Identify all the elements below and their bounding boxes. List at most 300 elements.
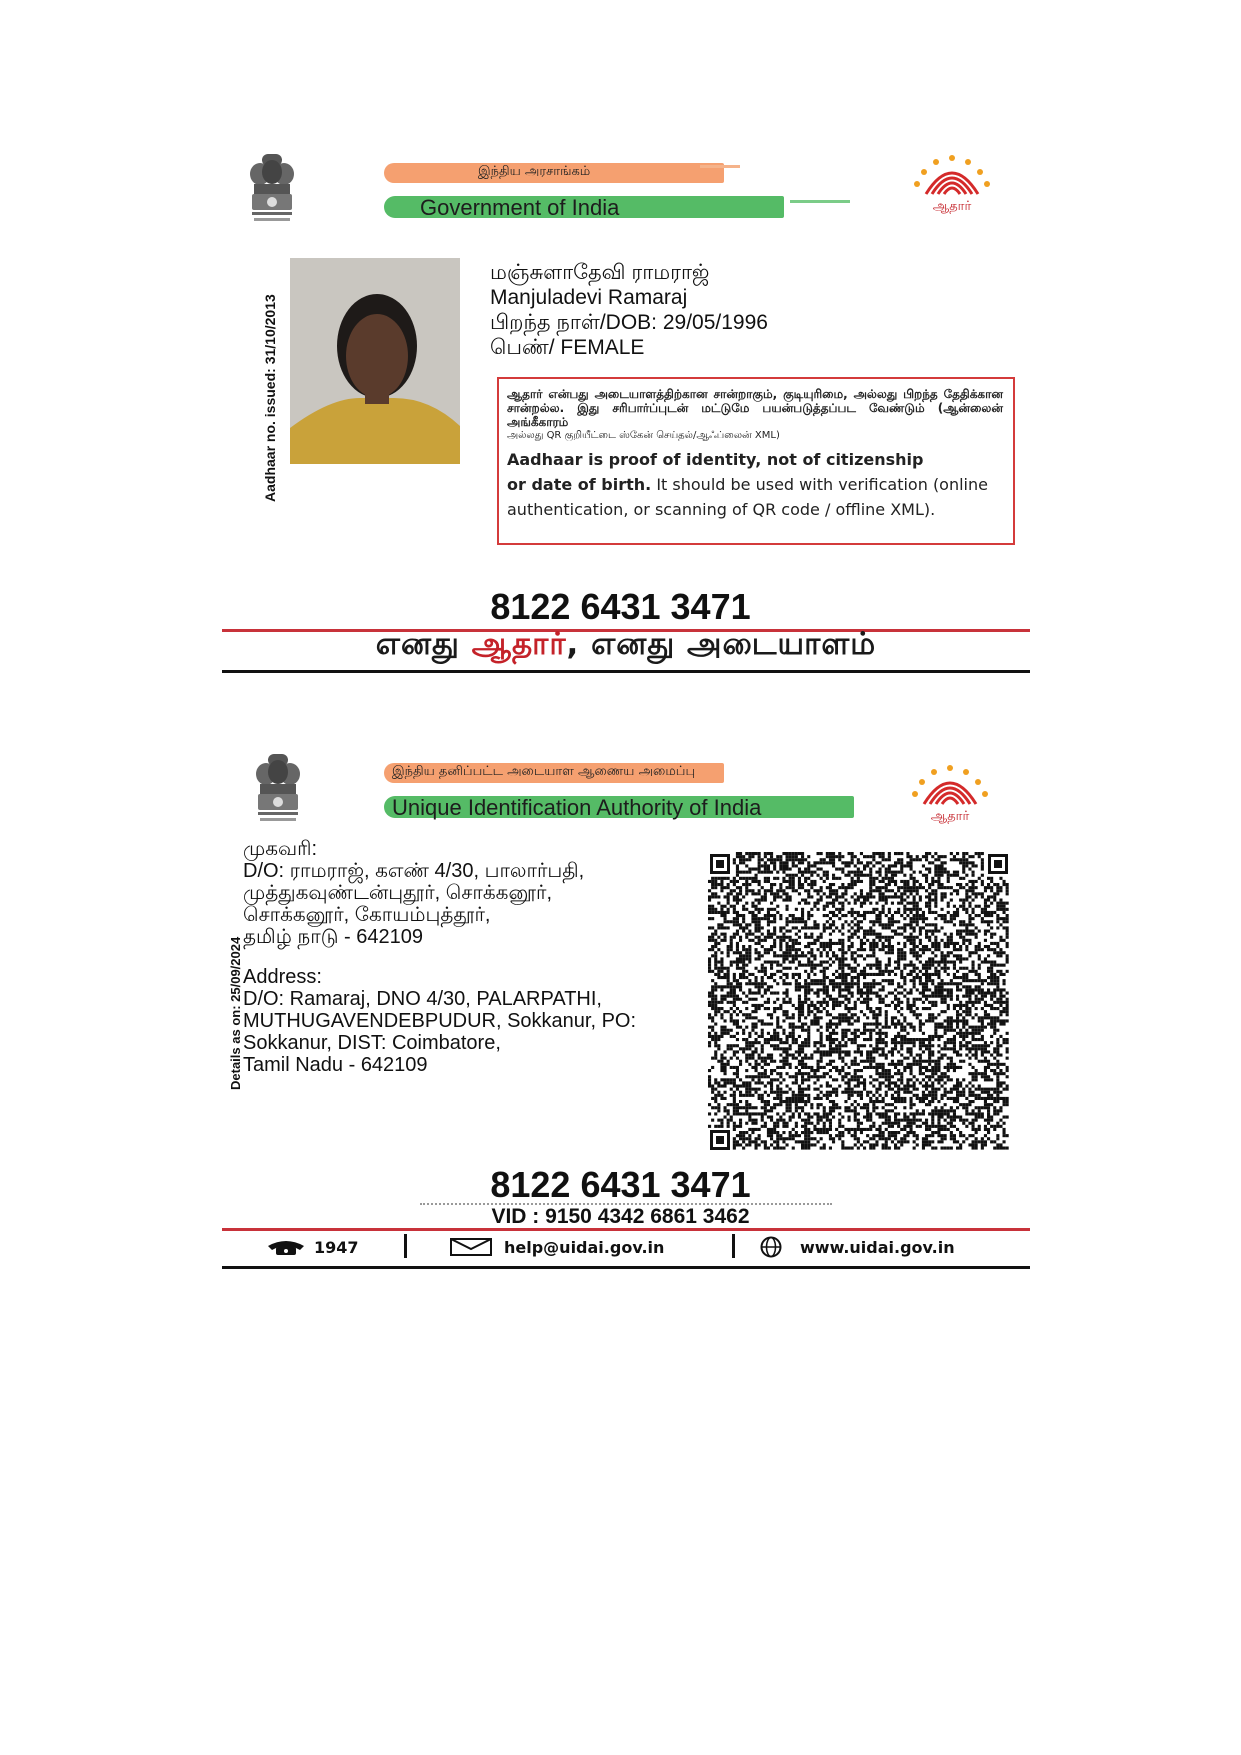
qr-module bbox=[829, 1147, 832, 1150]
qr-module bbox=[751, 982, 754, 985]
qr-module bbox=[863, 1023, 866, 1026]
qr-module bbox=[838, 1131, 841, 1134]
qr-module bbox=[751, 1044, 754, 1047]
qr-module bbox=[711, 892, 714, 895]
qr-module bbox=[875, 1041, 878, 1044]
qr-module bbox=[758, 1004, 761, 1007]
qr-module bbox=[978, 1047, 981, 1050]
qr-module bbox=[882, 1001, 885, 1004]
qr-module bbox=[826, 902, 829, 905]
qr-module bbox=[773, 864, 776, 867]
qr-module bbox=[848, 1050, 851, 1053]
qr-module bbox=[789, 954, 792, 957]
qr-module bbox=[748, 858, 751, 861]
qr-module bbox=[950, 1047, 953, 1050]
qr-module bbox=[807, 877, 810, 880]
qr-module bbox=[823, 871, 826, 874]
qr-module bbox=[779, 936, 782, 939]
qr-module bbox=[832, 954, 835, 957]
qr-module bbox=[820, 868, 823, 871]
qr-module bbox=[944, 1103, 947, 1106]
qr-module bbox=[919, 883, 922, 886]
qr-module bbox=[866, 861, 869, 864]
qr-module bbox=[764, 871, 767, 874]
qr-module bbox=[786, 973, 789, 976]
qr-module bbox=[913, 1134, 916, 1137]
qr-finder-bottom-left bbox=[710, 1130, 730, 1150]
qr-module bbox=[733, 883, 736, 886]
qr-module bbox=[996, 988, 999, 991]
qr-module bbox=[981, 979, 984, 982]
qr-module bbox=[919, 1013, 922, 1016]
qr-module bbox=[776, 992, 779, 995]
qr-module bbox=[931, 1081, 934, 1084]
qr-module bbox=[981, 1035, 984, 1038]
qr-module bbox=[913, 945, 916, 948]
qr-module bbox=[789, 1137, 792, 1140]
qr-module bbox=[801, 1078, 804, 1081]
qr-module bbox=[965, 1112, 968, 1115]
slogan-part-3: , எனது அடையாளம் bbox=[566, 626, 877, 662]
qr-module bbox=[981, 1023, 984, 1026]
qr-module bbox=[965, 1035, 968, 1038]
qr-module bbox=[894, 967, 897, 970]
qr-module bbox=[975, 936, 978, 939]
qr-module bbox=[801, 914, 804, 917]
qr-module bbox=[990, 902, 993, 905]
qr-module bbox=[807, 1078, 810, 1081]
qr-module bbox=[730, 880, 733, 883]
qr-module bbox=[826, 852, 829, 855]
qr-module bbox=[857, 871, 860, 874]
qr-module bbox=[848, 939, 851, 942]
qr-module bbox=[770, 992, 773, 995]
qr-module bbox=[708, 895, 711, 898]
qr-module bbox=[733, 1078, 736, 1081]
qr-module bbox=[841, 1044, 844, 1047]
qr-module bbox=[733, 1103, 736, 1106]
qr-module bbox=[795, 982, 798, 985]
qr-module bbox=[807, 1128, 810, 1131]
qr-module bbox=[782, 998, 785, 1001]
qr-module bbox=[724, 939, 727, 942]
qr-module bbox=[947, 936, 950, 939]
qr-module bbox=[885, 979, 888, 982]
qr-module bbox=[925, 1038, 928, 1041]
qr-module bbox=[813, 1004, 816, 1007]
qr-module bbox=[962, 985, 965, 988]
qr-module bbox=[934, 1060, 937, 1063]
qr-module bbox=[745, 1060, 748, 1063]
qr-module bbox=[832, 982, 835, 985]
qr-module bbox=[990, 1140, 993, 1143]
qr-module bbox=[922, 920, 925, 923]
qr-module bbox=[854, 1007, 857, 1010]
website-link[interactable]: www.uidai.gov.in bbox=[800, 1238, 955, 1257]
qr-module bbox=[934, 948, 937, 951]
qr-module bbox=[860, 988, 863, 991]
qr-module bbox=[770, 948, 773, 951]
qr-module bbox=[910, 1119, 913, 1122]
qr-module bbox=[823, 908, 826, 911]
qr-module bbox=[851, 967, 854, 970]
qr-module bbox=[894, 1143, 897, 1146]
qr-module bbox=[968, 1007, 971, 1010]
qr-module bbox=[879, 1088, 882, 1091]
qr-module bbox=[885, 1112, 888, 1115]
qr-module bbox=[863, 1106, 866, 1109]
qr-module bbox=[947, 992, 950, 995]
qr-module bbox=[1003, 979, 1006, 982]
qr-module bbox=[832, 861, 835, 864]
qr-module bbox=[897, 1063, 900, 1066]
qr-module bbox=[919, 1100, 922, 1103]
qr-module bbox=[934, 1004, 937, 1007]
qr-module bbox=[767, 930, 770, 933]
qr-module bbox=[810, 880, 813, 883]
qr-module bbox=[931, 957, 934, 960]
qr-module bbox=[817, 861, 820, 864]
qr-module bbox=[894, 1112, 897, 1115]
qr-module bbox=[910, 877, 913, 880]
qr-module bbox=[879, 852, 882, 855]
qr-module bbox=[894, 1091, 897, 1094]
qr-module bbox=[714, 1094, 717, 1097]
qr-module bbox=[817, 868, 820, 871]
qr-module bbox=[758, 902, 761, 905]
qr-module bbox=[810, 914, 813, 917]
qr-module bbox=[875, 871, 878, 874]
qr-module bbox=[736, 957, 739, 960]
qr-module bbox=[779, 930, 782, 933]
qr-module bbox=[736, 1103, 739, 1106]
qr-module bbox=[727, 992, 730, 995]
qr-module bbox=[736, 1066, 739, 1069]
qr-module bbox=[906, 964, 909, 967]
qr-module bbox=[854, 1109, 857, 1112]
qr-module bbox=[937, 992, 940, 995]
qr-module bbox=[928, 892, 931, 895]
qr-module bbox=[978, 998, 981, 1001]
qr-module bbox=[755, 1075, 758, 1078]
qr-module bbox=[708, 1026, 711, 1029]
qr-module bbox=[866, 1050, 869, 1053]
qr-module bbox=[782, 1131, 785, 1134]
aadhaar-logo-icon bbox=[908, 152, 996, 214]
qr-module bbox=[996, 1137, 999, 1140]
qr-module bbox=[875, 1044, 878, 1047]
qr-module bbox=[879, 936, 882, 939]
qr-module bbox=[999, 951, 1002, 954]
qr-module bbox=[925, 1088, 928, 1091]
qr-module bbox=[959, 1143, 962, 1146]
qr-module bbox=[742, 920, 745, 923]
qr-module bbox=[981, 1106, 984, 1109]
qr-module bbox=[897, 1094, 900, 1097]
qr-module bbox=[720, 970, 723, 973]
qr-module bbox=[996, 942, 999, 945]
qr-module bbox=[711, 926, 714, 929]
qr-module bbox=[795, 1140, 798, 1143]
qr-module bbox=[820, 1004, 823, 1007]
qr-module bbox=[776, 936, 779, 939]
qr-module bbox=[742, 970, 745, 973]
qr-module bbox=[751, 902, 754, 905]
qr-module bbox=[972, 1078, 975, 1081]
qr-module bbox=[941, 1078, 944, 1081]
qr-module bbox=[838, 868, 841, 871]
qr-module bbox=[758, 954, 761, 957]
qr-module bbox=[928, 1050, 931, 1053]
qr-module bbox=[851, 1060, 854, 1063]
qr-module bbox=[860, 995, 863, 998]
qr-module bbox=[906, 923, 909, 926]
qr-module bbox=[742, 914, 745, 917]
qr-module bbox=[906, 1134, 909, 1137]
qr-module bbox=[922, 1112, 925, 1115]
qr-module bbox=[913, 982, 916, 985]
qr-module bbox=[944, 1032, 947, 1035]
qr-module bbox=[832, 1004, 835, 1007]
qr-module bbox=[770, 1143, 773, 1146]
qr-module bbox=[857, 874, 860, 877]
qr-module bbox=[975, 1094, 978, 1097]
qr-module bbox=[888, 1072, 891, 1075]
qr-module bbox=[996, 920, 999, 923]
qr-module bbox=[975, 892, 978, 895]
qr-module bbox=[916, 1007, 919, 1010]
qr-module bbox=[820, 1038, 823, 1041]
qr-module bbox=[984, 1088, 987, 1091]
qr-module bbox=[996, 1047, 999, 1050]
aadhaar-logo-icon bbox=[906, 762, 994, 824]
qr-module bbox=[993, 1047, 996, 1050]
qr-module bbox=[922, 874, 925, 877]
qr-module bbox=[897, 1112, 900, 1115]
qr-module bbox=[993, 899, 996, 902]
qr-module bbox=[953, 1004, 956, 1007]
qr-module bbox=[928, 1013, 931, 1016]
qr-module bbox=[717, 1094, 720, 1097]
qr-module bbox=[975, 1038, 978, 1041]
qr-module bbox=[758, 1094, 761, 1097]
qr-module bbox=[956, 892, 959, 895]
qr-module bbox=[829, 1054, 832, 1057]
qr-module bbox=[965, 923, 968, 926]
qr-module bbox=[962, 1019, 965, 1022]
qr-module bbox=[779, 1097, 782, 1100]
qr-module bbox=[761, 1081, 764, 1084]
qr-module bbox=[773, 1125, 776, 1128]
qr-module bbox=[730, 1103, 733, 1106]
stripe-fade bbox=[700, 165, 740, 168]
qr-module bbox=[736, 1057, 739, 1060]
qr-module bbox=[717, 1103, 720, 1106]
qr-module bbox=[900, 902, 903, 905]
qr-module bbox=[903, 988, 906, 991]
qr-module bbox=[882, 1134, 885, 1137]
qr-module bbox=[894, 1072, 897, 1075]
qr-module bbox=[717, 911, 720, 914]
qr-module bbox=[885, 1023, 888, 1026]
qr-module bbox=[996, 954, 999, 957]
qr-module bbox=[984, 1097, 987, 1100]
qr-module bbox=[841, 942, 844, 945]
qr-module bbox=[925, 902, 928, 905]
qr-module bbox=[984, 920, 987, 923]
footer-separator bbox=[732, 1234, 735, 1258]
qr-module bbox=[869, 933, 872, 936]
qr-module bbox=[922, 917, 925, 920]
qr-module bbox=[863, 899, 866, 902]
qr-module bbox=[934, 1023, 937, 1026]
qr-module bbox=[838, 886, 841, 889]
qr-module bbox=[928, 1060, 931, 1063]
qr-module bbox=[987, 1094, 990, 1097]
qr-module bbox=[736, 1026, 739, 1029]
qr-module bbox=[990, 911, 993, 914]
qr-module bbox=[745, 1013, 748, 1016]
qr-module bbox=[730, 1016, 733, 1019]
qr-module bbox=[931, 1112, 934, 1115]
qr-module bbox=[792, 852, 795, 855]
qr-module bbox=[931, 1119, 934, 1122]
qr-module bbox=[984, 1013, 987, 1016]
qr-module bbox=[972, 1100, 975, 1103]
qr-module bbox=[804, 877, 807, 880]
qr-module bbox=[789, 951, 792, 954]
qr-module bbox=[934, 942, 937, 945]
qr-module bbox=[869, 1032, 872, 1035]
qr-module bbox=[984, 1001, 987, 1004]
qr-module bbox=[832, 1100, 835, 1103]
qr-module bbox=[758, 939, 761, 942]
qr-module bbox=[956, 1016, 959, 1019]
qr-module bbox=[829, 933, 832, 936]
qr-module bbox=[866, 1140, 869, 1143]
qr-module bbox=[875, 1007, 878, 1010]
qr-module bbox=[891, 1075, 894, 1078]
qr-module bbox=[900, 1007, 903, 1010]
qr-module bbox=[928, 1094, 931, 1097]
qr-module bbox=[776, 1066, 779, 1069]
qr-module bbox=[934, 1001, 937, 1004]
qr-module bbox=[965, 1137, 968, 1140]
qr-module bbox=[972, 880, 975, 883]
qr-module bbox=[804, 1147, 807, 1150]
qr-module bbox=[953, 923, 956, 926]
qr-module bbox=[965, 1001, 968, 1004]
qr-module bbox=[838, 1050, 841, 1053]
qr-module bbox=[937, 886, 940, 889]
qr-module bbox=[897, 1019, 900, 1022]
qr-module bbox=[972, 855, 975, 858]
qr-module bbox=[776, 895, 779, 898]
qr-module bbox=[913, 1041, 916, 1044]
qr-module bbox=[879, 995, 882, 998]
qr-module bbox=[978, 1085, 981, 1088]
qr-module bbox=[714, 930, 717, 933]
qr-module bbox=[776, 1134, 779, 1137]
qr-module bbox=[801, 1147, 804, 1150]
qr-module bbox=[928, 976, 931, 979]
qr-module bbox=[928, 1125, 931, 1128]
qr-module bbox=[906, 1041, 909, 1044]
qr-module bbox=[879, 967, 882, 970]
qr-module bbox=[928, 1044, 931, 1047]
qr-module bbox=[1003, 1116, 1006, 1119]
qr-module bbox=[922, 1044, 925, 1047]
qr-module bbox=[934, 961, 937, 964]
qr-module bbox=[919, 1072, 922, 1075]
qr-module bbox=[767, 877, 770, 880]
qr-module bbox=[972, 964, 975, 967]
qr-module bbox=[882, 1063, 885, 1066]
qr-module bbox=[801, 985, 804, 988]
qr-module bbox=[767, 868, 770, 871]
support-email[interactable]: help@uidai.gov.in bbox=[504, 1238, 665, 1257]
qr-module bbox=[779, 1091, 782, 1094]
qr-module bbox=[804, 1054, 807, 1057]
qr-module bbox=[922, 982, 925, 985]
qr-module bbox=[717, 973, 720, 976]
qr-module bbox=[736, 1069, 739, 1072]
qr-module bbox=[810, 864, 813, 867]
qr-module bbox=[817, 982, 820, 985]
qr-module bbox=[934, 871, 937, 874]
qr-module bbox=[807, 951, 810, 954]
qr-module bbox=[817, 1050, 820, 1053]
qr-module bbox=[934, 858, 937, 861]
qr-module bbox=[764, 861, 767, 864]
qr-module bbox=[829, 1023, 832, 1026]
qr-module bbox=[832, 1109, 835, 1112]
qr-module bbox=[956, 858, 959, 861]
qr-module bbox=[798, 886, 801, 889]
qr-module bbox=[879, 1072, 882, 1075]
qr-module bbox=[761, 1047, 764, 1050]
qr-module bbox=[937, 1035, 940, 1038]
qr-module bbox=[736, 967, 739, 970]
qr-module bbox=[854, 1131, 857, 1134]
qr-module bbox=[708, 967, 711, 970]
address-tamil-block bbox=[243, 838, 584, 948]
qr-module bbox=[925, 1019, 928, 1022]
qr-module bbox=[755, 923, 758, 926]
qr-module bbox=[804, 1066, 807, 1069]
qr-module bbox=[798, 1100, 801, 1103]
qr-module bbox=[1003, 911, 1006, 914]
qr-module bbox=[789, 1047, 792, 1050]
qr-module bbox=[866, 1112, 869, 1115]
qr-module bbox=[730, 1066, 733, 1069]
qr-module bbox=[767, 1134, 770, 1137]
qr-module bbox=[832, 1041, 835, 1044]
qr-module bbox=[888, 1134, 891, 1137]
address-english-block bbox=[243, 966, 636, 1076]
qr-module bbox=[823, 967, 826, 970]
qr-module bbox=[826, 1023, 829, 1026]
qr-module bbox=[903, 923, 906, 926]
qr-module bbox=[965, 1041, 968, 1044]
qr-module bbox=[841, 1019, 844, 1022]
qr-module bbox=[776, 998, 779, 1001]
qr-module bbox=[972, 1075, 975, 1078]
qr-module bbox=[770, 914, 773, 917]
qr-module bbox=[807, 1094, 810, 1097]
qr-module bbox=[996, 1075, 999, 1078]
qr-module bbox=[944, 1094, 947, 1097]
